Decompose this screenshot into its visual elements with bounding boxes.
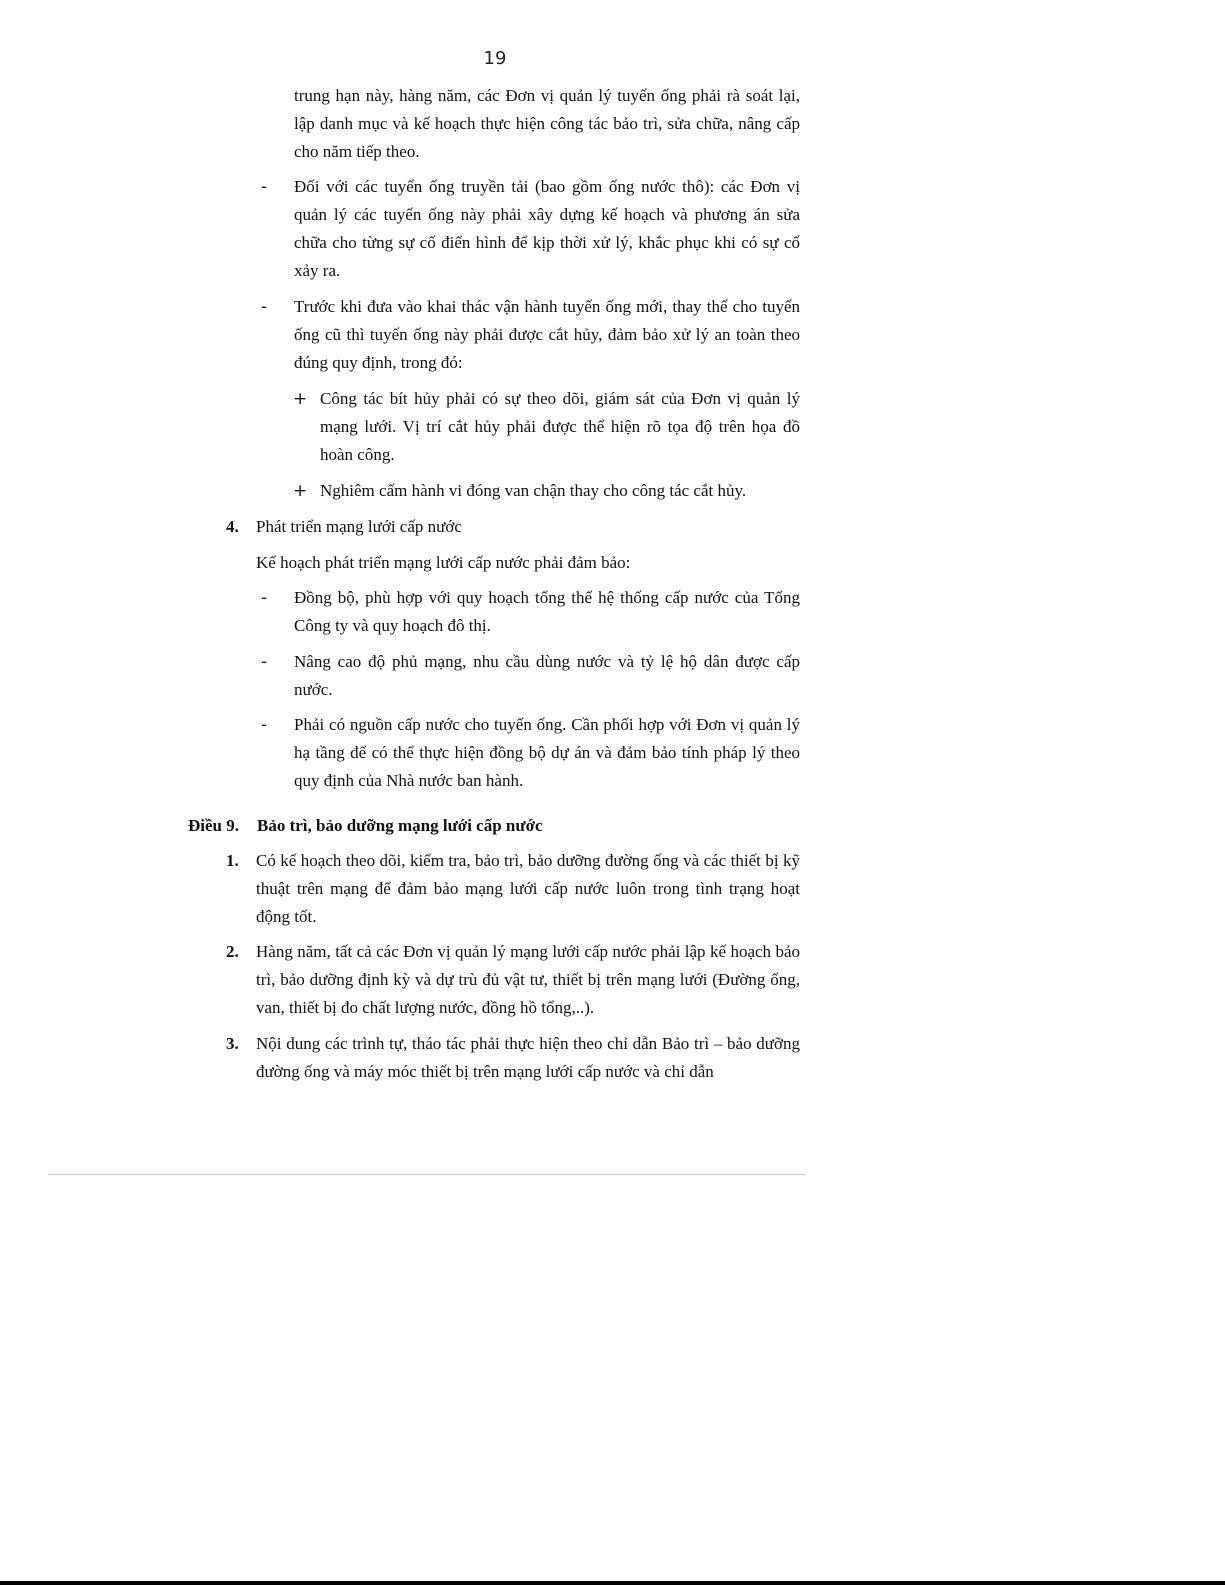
- item-procedure-content: Nội dung các trình tự, tháo tác phải thực hiện theo chỉ dẫn Bảo trì – bảo dưỡng đường ống và máy móc thiết bị trên mạng lưới cấp nước và chỉ dẫn: [256, 1034, 800, 1081]
- item-network-development-intro: Kế hoạch phát triển mạng lưới cấp nước phải đảm bảo:: [256, 553, 631, 572]
- bullet-dash: -: [261, 652, 268, 672]
- item-number: 1.: [226, 851, 239, 870]
- bullet-dash: -: [261, 177, 268, 197]
- bullet-dash: -: [261, 588, 268, 608]
- item-network-development: Phát triển mạng lưới cấp nước: [256, 517, 462, 536]
- bullet-synchronous: Đồng bộ, phù hợp với quy hoạch tổng thể hệ thống cấp nước của Tổng Công ty và quy hoạch đô thị.: [294, 588, 800, 635]
- article-title: Bảo trì, bảo dưỡng mạng lưới cấp nước: [257, 816, 543, 835]
- sub-bullet-valve-ban: Nghiêm cấm hành vi đóng van chận thay cho công tác cắt hủy.: [320, 481, 747, 500]
- article-label: Điều 9.: [188, 816, 239, 835]
- bullet-new-pipeline: Trước khi đưa vào khai thác vận hành tuyến ống mới, thay thế cho tuyến ống cũ thì tuyến ống này phải được cắt hủy, đảm bảo xử lý an toàn theo đúng quy định, trong đó:: [294, 297, 800, 372]
- item-number: 3.: [226, 1034, 239, 1053]
- bullet-dash: -: [261, 297, 268, 317]
- bullet-coverage: Nâng cao độ phủ mạng, nhu cầu dùng nước và tỷ lệ hộ dân được cấp nước.: [294, 652, 800, 699]
- page-divider: [48, 1174, 806, 1175]
- paragraph-continuation: trung hạn này, hàng năm, các Đơn vị quản lý tuyến ống phải rà soát lại, lập danh mục và kế hoạch thực hiện công tác bảo trì, sửa chữa, nâng cấp cho năm tiếp theo.: [294, 86, 800, 161]
- bottom-edge-bar: [0, 1581, 1225, 1585]
- item-number: 2.: [226, 942, 239, 961]
- bullet-transmission-pipes: Đối với các tuyến ống truyền tải (bao gồm ống nước thô): các Đơn vị quản lý các tuyến ống này phải xây dựng kế hoạch và phương án sửa chữa cho từng sự cố điển hình để kịp thời xử lý, khắc phục khi có sự cố xảy ra.: [294, 177, 800, 280]
- bullet-plus: +: [293, 389, 308, 409]
- item-annual-maintenance: Hàng năm, tất cả các Đơn vị quản lý mạng lưới cấp nước phải lập kế hoạch bảo trì, bảo dưỡng định kỳ và dự trù đủ vật tư, thiết bị trên mạng lưới (Đường ống, van, thiết bị đo chất lượng nước, đồng hồ tổng,..).: [256, 942, 800, 1017]
- bullet-plus: +: [293, 481, 308, 501]
- page-number: 19: [483, 48, 507, 69]
- sub-bullet-sealing: Công tác bít hủy phải có sự theo dõi, giám sát của Đơn vị quản lý mạng lưới. Vị trí cắt hủy phải được thể hiện rõ tọa độ trên họa đồ hoàn công.: [320, 389, 800, 464]
- bullet-water-source: Phải có nguồn cấp nước cho tuyến ống. Cần phối hợp với Đơn vị quản lý hạ tầng để có thể thực hiện đồng bộ dự án và đảm bảo tính pháp lý theo quy định của Nhà nước ban hành.: [294, 715, 800, 790]
- item-number: 4.: [226, 517, 239, 536]
- article-9-heading: [188, 812, 808, 840]
- item-monitoring-plan: Có kế hoạch theo dõi, kiểm tra, bảo trì, bảo dưỡng đường ống và các thiết bị kỹ thuật trên mạng để đảm bảo mạng lưới cấp nước luôn trong tình trạng hoạt động tốt.: [256, 851, 800, 926]
- bullet-dash: -: [261, 715, 268, 735]
